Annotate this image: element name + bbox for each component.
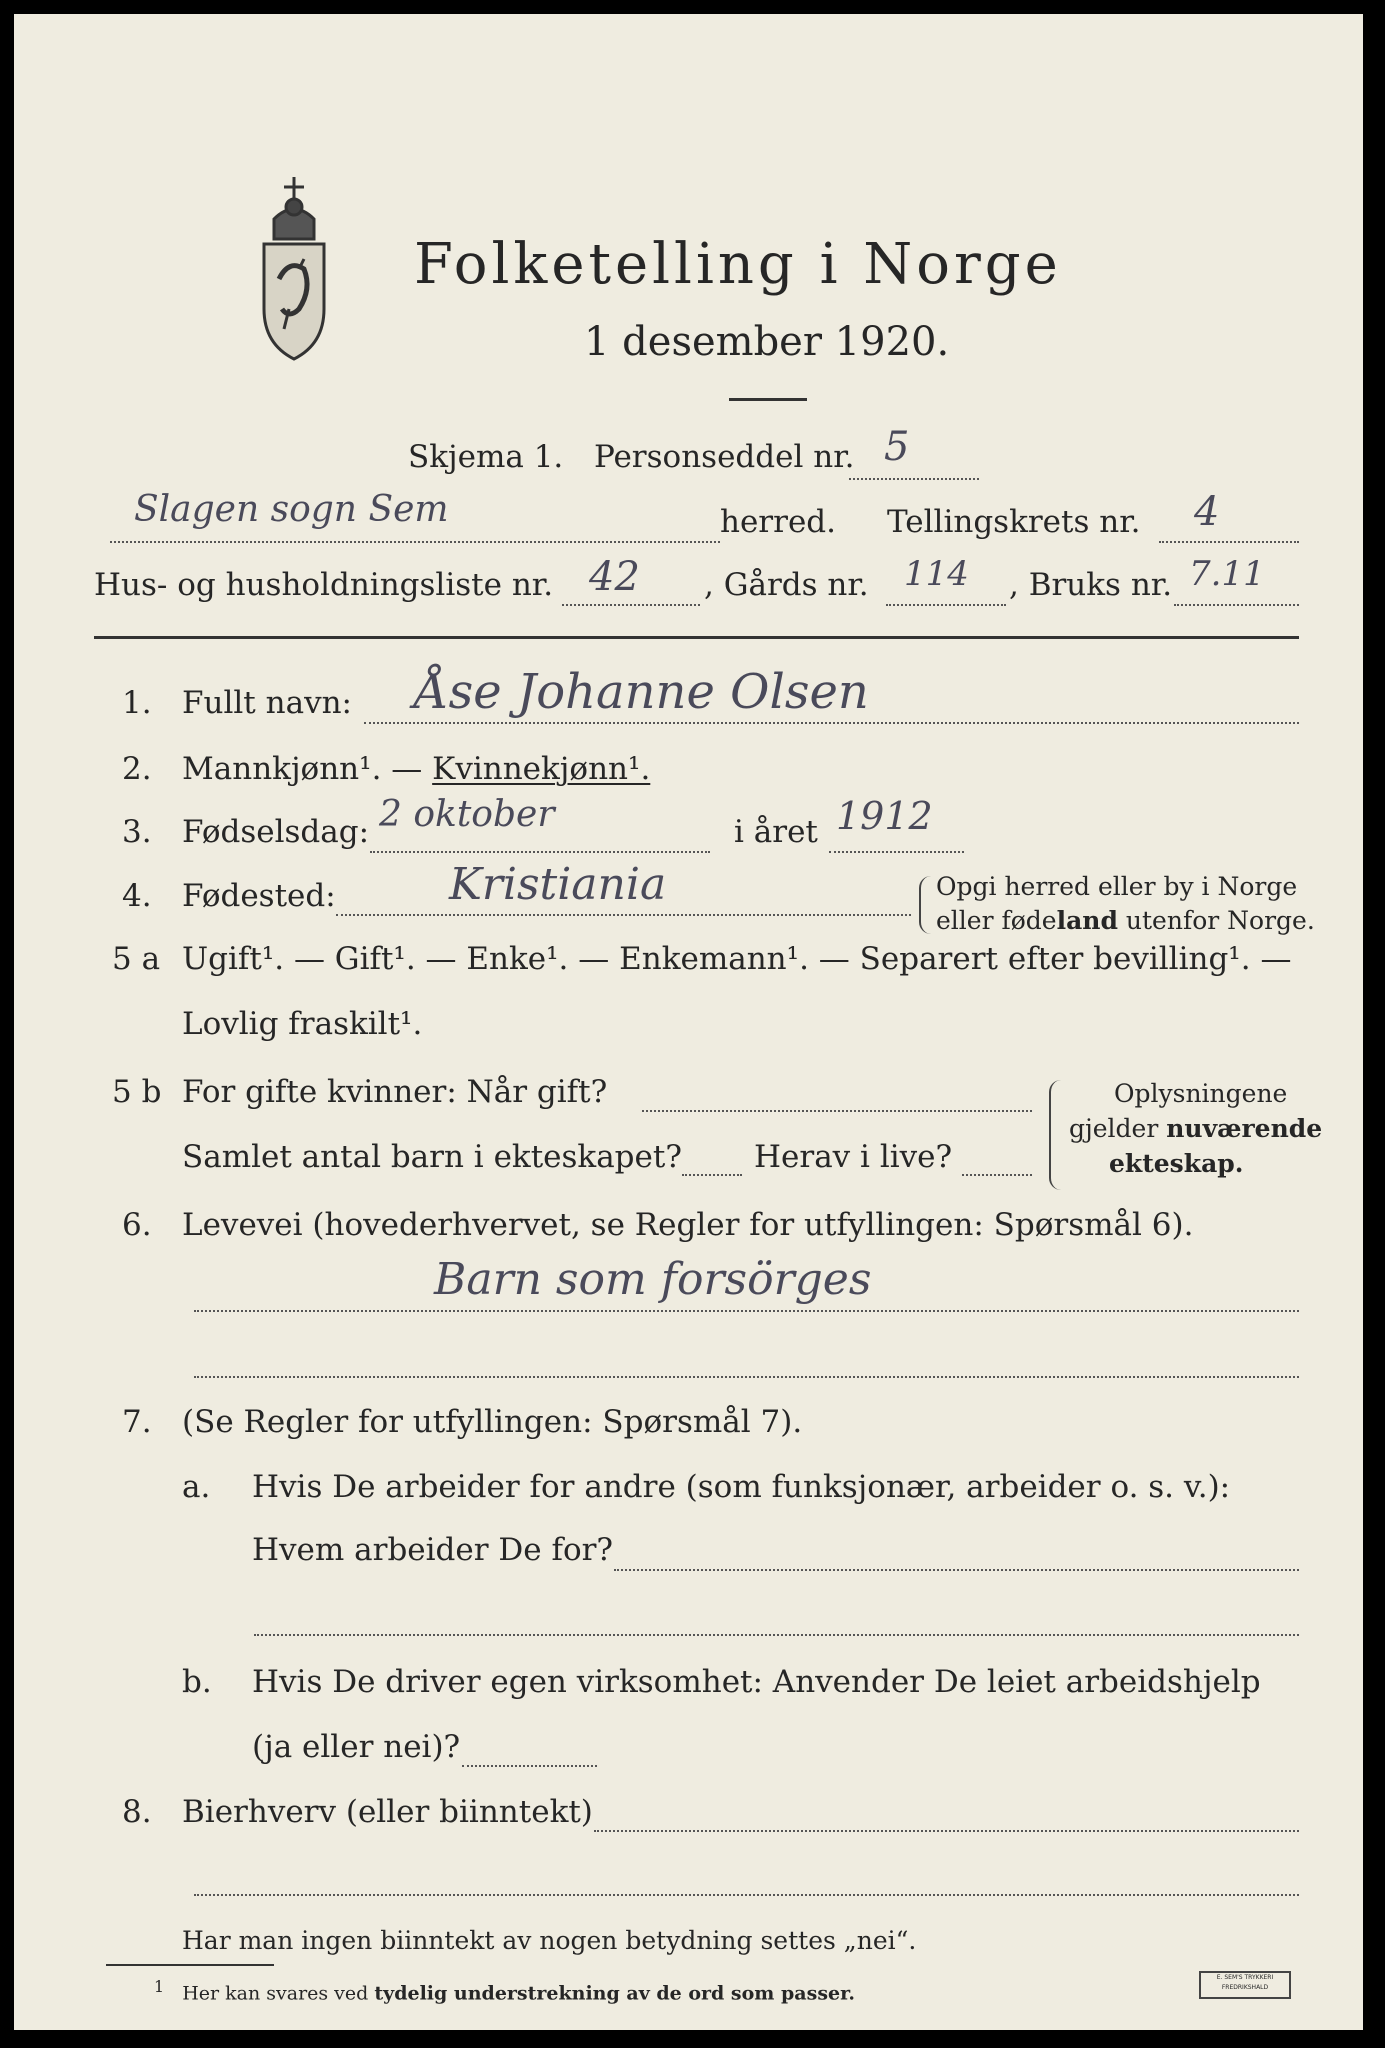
q3-day-line — [370, 851, 710, 853]
q6-line2 — [194, 1376, 1299, 1378]
gards-label: , Gårds nr. — [704, 567, 869, 603]
personseddel-value[interactable]: 5 — [884, 424, 910, 470]
q7b-text: Hvis De driver egen virksomhet: Anvender De leiet arbeidshjelp — [252, 1664, 1261, 1700]
q5b-children-line — [682, 1174, 742, 1176]
husholdningsliste-line — [562, 604, 700, 606]
q4-number: 4. — [122, 878, 152, 914]
male-option[interactable]: Mannkjønn¹. — [182, 751, 382, 787]
q7b-letter: b. — [182, 1664, 212, 1700]
q2-number: 2. — [122, 751, 152, 787]
q6-line1 — [194, 1310, 1299, 1312]
q4-brace — [919, 876, 933, 934]
q1-line — [364, 722, 1299, 724]
q8-label: Bierhverv (eller biinntekt) — [182, 1794, 593, 1830]
form-title: Folketelling i Norge — [414, 232, 1062, 297]
q6-label: Levevei (hovederhvervet, se Regler for utfyllingen: Spørsmål 6). — [182, 1207, 1194, 1243]
husholdningsliste-label: Hus- og husholdningsliste nr. — [94, 567, 554, 603]
skjema-label: Skjema 1. — [408, 439, 564, 475]
bruks-label: , Bruks nr. — [1009, 567, 1173, 603]
occupation-value[interactable]: Barn som forsörges — [434, 1254, 872, 1305]
female-option-underlined[interactable]: Kvinnekjønn¹. — [432, 751, 651, 787]
gards-line — [886, 604, 1006, 606]
q4-label: Fødested: — [182, 878, 336, 914]
q5b-number: 5 b — [112, 1074, 162, 1110]
q4-line — [336, 914, 911, 916]
q4-note-line1: Opgi herred eller by i Norge — [936, 872, 1298, 901]
q5b-brace — [1049, 1080, 1063, 1190]
q7a-letter: a. — [182, 1469, 211, 1505]
gards-value[interactable]: 114 — [904, 554, 969, 594]
q7a-text: Hvis De arbeider for andre (som funksjonær, arbeider o. s. v.): — [252, 1469, 1231, 1505]
q1-number: 1. — [122, 685, 152, 721]
q4-note-line2: eller fødeland utenfor Norge. — [936, 906, 1315, 935]
norway-coat-of-arms-icon — [244, 159, 344, 369]
q7-number: 7. — [122, 1404, 152, 1440]
bruks-line — [1174, 604, 1299, 606]
q5b-alive-line — [962, 1174, 1032, 1176]
footnote: $^1$ Her kan svares ved tydelig understrekning av de ord som passer. — [154, 1977, 855, 2005]
personseddel-label: Personseddel nr. — [594, 439, 855, 475]
q5b-alive-label: Herav i live? — [754, 1139, 953, 1175]
q5a-number: 5 a — [112, 941, 161, 977]
q8-number: 8. — [122, 1794, 152, 1830]
q8-note: Har man ingen biinntekt av nogen betydning settes „nei“. — [182, 1926, 917, 1955]
tellingskrets-label: Tellingskrets nr. — [887, 504, 1141, 540]
tellingskrets-value[interactable]: 4 — [1194, 489, 1220, 535]
q5b-note-line3: ekteskap. — [1109, 1149, 1244, 1178]
marital-status-options[interactable]: Ugift¹. — Gift¹. — Enke¹. — Enkemann¹. — Separert efter bevilling¹. — — [182, 941, 1292, 977]
personseddel-line — [849, 478, 979, 480]
tellingskrets-line — [1159, 541, 1299, 543]
q5b-children-label: Samlet antal barn i ekteskapet? — [182, 1139, 682, 1175]
q8-line1 — [594, 1830, 1299, 1832]
q7a-line2 — [254, 1634, 1299, 1636]
q5b-married-when-line — [642, 1110, 1032, 1112]
bruks-value[interactable]: 7.11 — [1189, 554, 1265, 594]
q7b-question: (ja eller nei)? — [252, 1729, 461, 1765]
title-divider — [729, 398, 807, 401]
census-form — [14, 14, 1363, 2030]
herred-label: herred. — [720, 504, 836, 540]
q5b-married-when-label: For gifte kvinner: Når gift? — [182, 1074, 608, 1110]
q3-year-label: i året — [734, 814, 818, 850]
q3-number: 3. — [122, 814, 152, 850]
q7b-line — [462, 1765, 597, 1767]
q5b-note-line1: Oplysningene — [1114, 1079, 1288, 1108]
birthplace-value[interactable]: Kristiania — [449, 859, 667, 910]
q2-options: Mannkjønn¹. — Kvinnekjønn¹. — [182, 751, 651, 787]
herred-value[interactable]: Slagen sogn Sem — [134, 489, 449, 530]
header-rule — [94, 636, 1299, 639]
printer-stamp: E. SEM'S TRYKKERI FREDRIKSHALD — [1199, 1971, 1291, 1999]
q1-label: Fullt navn: — [182, 685, 352, 721]
q3-label: Fødselsdag: — [182, 814, 370, 850]
q5b-note-line2: gjelder nuværende — [1069, 1114, 1323, 1143]
q7a-question: Hvem arbeider De for? — [252, 1532, 614, 1568]
full-name-value[interactable]: Åse Johanne Olsen — [414, 664, 869, 720]
birth-date-value[interactable]: 2 oktober — [379, 794, 555, 835]
q7-label: (Se Regler for utfyllingen: Spørsmål 7). — [182, 1404, 803, 1440]
q8-line2 — [194, 1894, 1299, 1896]
marital-status-divorced[interactable]: Lovlig fraskilt¹. — [182, 1006, 423, 1042]
husholdningsliste-value[interactable]: 42 — [589, 554, 640, 600]
q3-year-line — [829, 851, 964, 853]
census-date: 1 desember 1920. — [584, 319, 950, 365]
footnote-rule — [106, 1964, 274, 1966]
herred-line — [110, 541, 720, 543]
q6-number: 6. — [122, 1207, 152, 1243]
birth-year-value[interactable]: 1912 — [836, 794, 933, 838]
q7a-line1 — [614, 1569, 1299, 1571]
